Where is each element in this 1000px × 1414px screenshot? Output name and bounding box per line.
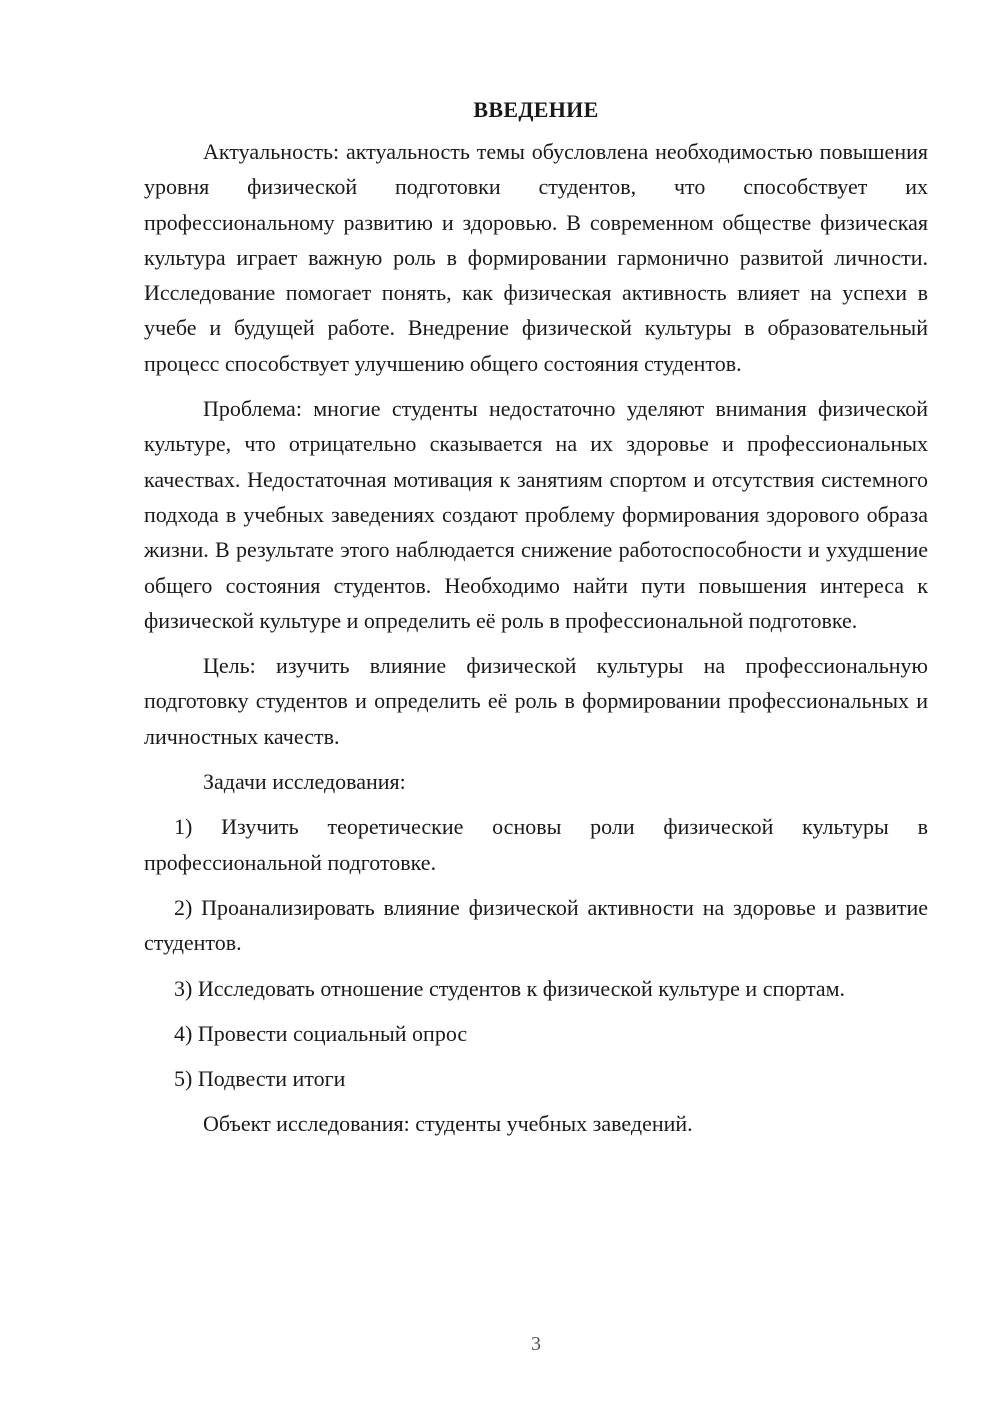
tasks-heading: Задачи исследования: bbox=[203, 769, 406, 795]
goal-paragraph: Цель: изучить влияние физической культуры на профессиональную подготовку студентов и определить её роль в формировании профессиональных и личностных качеств. bbox=[144, 653, 928, 749]
object-paragraph: Объект исследования: студенты учебных заведений. bbox=[203, 1111, 693, 1137]
task-item-4: 4) Провести социальный опрос bbox=[174, 1020, 468, 1046]
document-page bbox=[144, 92, 928, 1152]
task-item-2: 2) Проанализировать влияние физической активности на здоровье и развитие студентов. bbox=[144, 894, 928, 956]
task-item-1: 1) Изучить теоретические основы роли физической культуры в профессиональной подготовке. bbox=[144, 814, 928, 875]
problem-paragraph: Проблема: многие студенты недостаточно уделяют внимания физической культуре, что отрицательно сказывается на их здоровье и профессиональных качествах. Недостаточная мотивация к занятиям спортом и отсутствия системного подхода в учебных заведениях создают проблему формирования здорового образа жизни. В результате этого наблюдается снижение работоспособности и ухудшение общего состояния студентов. Необходимо найти пути повышения интереса к физической культуре и определить её роль в профессиональной подготовке. bbox=[144, 396, 928, 633]
relevance-paragraph: Актуальность: актуальность темы обусловлена необходимостью повышения уровня физической подготовки студентов, что способствует их профессиональному развитию и здоровью. В современном обществе физическая культура играет важную роль в формировании гармонично развитой личности. Исследование помогает понять, как физическая активность влияет на успехи в учебе и будущей работе. Внедрение физической культуры в образовательный процесс способствует улучшению общего состояния студентов. bbox=[144, 139, 928, 376]
task-item-5: 5) Подвести итоги bbox=[174, 1066, 346, 1092]
task-item-3: 3) Исследовать отношение студентов к физической культуре и спортам. bbox=[174, 975, 846, 1001]
page-title: ВВЕДЕНИЕ bbox=[473, 97, 599, 122]
page-number: 3 bbox=[531, 1333, 541, 1355]
